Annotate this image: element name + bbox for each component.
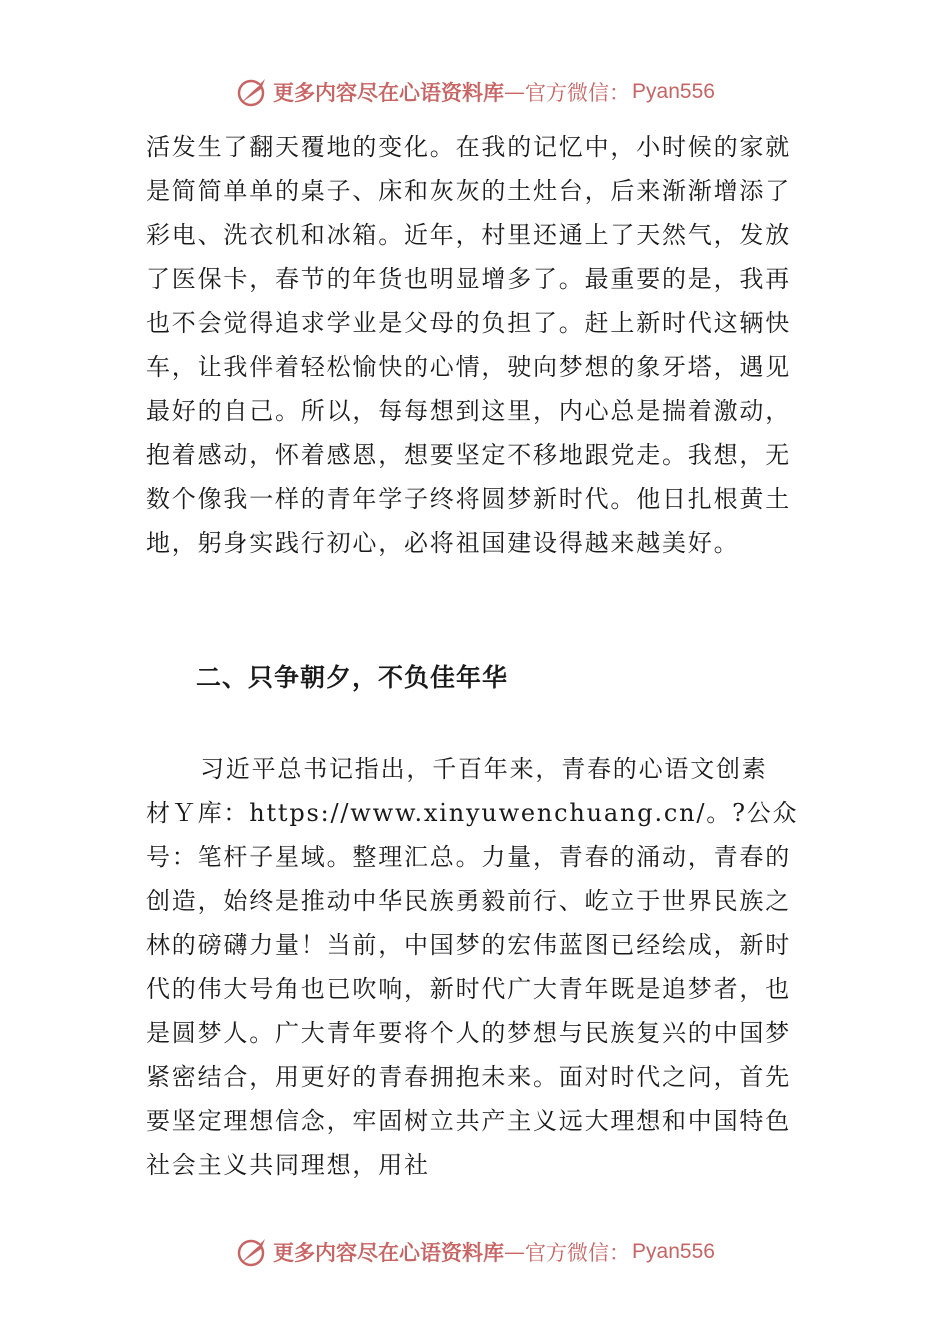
paragraph-text: 活发生了翻天覆地的变化。在我的记忆中，小时候的家就是简简单单的桌子、床和灰灰的土灶台，后来渐渐增添了彩电、洗衣机和冰箱。近年，村里还通上了天然气，发放了医保卡，春节的年货也明显增多了。最重要的是，我再也不会觉得追求学业是父母的负担了。赶上新时代这辆快车，让我伴着轻松愉快的心情，驶向梦想的象牙塔，遇见最好的自己。所以，每每想到这里，内心总是揣着激动，抱着感动，怀着感恩，想要坚定不移地跟党走。我想，无数个像我一样的青年学子终将圆梦新时代。他日扎根黄土地，躬身实践行初心，必将祖国建设得越来越美好。 [146,133,791,557]
quill-logo-icon [235,75,269,109]
body-paragraph-1 [146,125,814,565]
paragraph-text: 习近平总书记指出，千百年来，青春的心语文创素 材Ｙ库：https://www.xinyuwenchuang.cn/。?公众号：笔杆子星域。整理汇总。力量，青春的涌动，青春的创造，始终是推动中华民族勇毅前行、屹立于世界民族之林的磅礴力量！当前，中国梦的宏伟蓝图已经绘成，新时代的伟大号角也已吹响，新时代广大青年既是追梦者，也是圆梦人。广大青年要将个人的梦想与民族复兴的中国梦紧密结合，用更好的青春拥抱未来。面对时代之问，首先要坚定理想信念，牢固树立共产主义远大理想和中国特色社会主义共同理想，用社 [146,755,799,1179]
banner-wechat-id: Pyan556 [632,1240,715,1263]
banner-dash: — [504,80,526,104]
body-paragraph-2 [146,747,814,1187]
banner-wechat-id: Pyan556 [632,80,715,103]
banner-dash: — [504,1240,526,1264]
header-banner [0,70,950,114]
banner-sub-text: 官方微信： [525,81,631,105]
banner-main-text: 更多内容尽在心语资料库 [273,1240,505,1265]
section-heading: 二、只争朝夕，不负佳年华 [196,663,509,692]
banner-sub-text: 官方微信： [525,1241,631,1265]
footer-banner [0,1230,950,1274]
quill-logo-icon [235,1235,269,1269]
banner-main-text: 更多内容尽在心语资料库 [273,80,505,105]
